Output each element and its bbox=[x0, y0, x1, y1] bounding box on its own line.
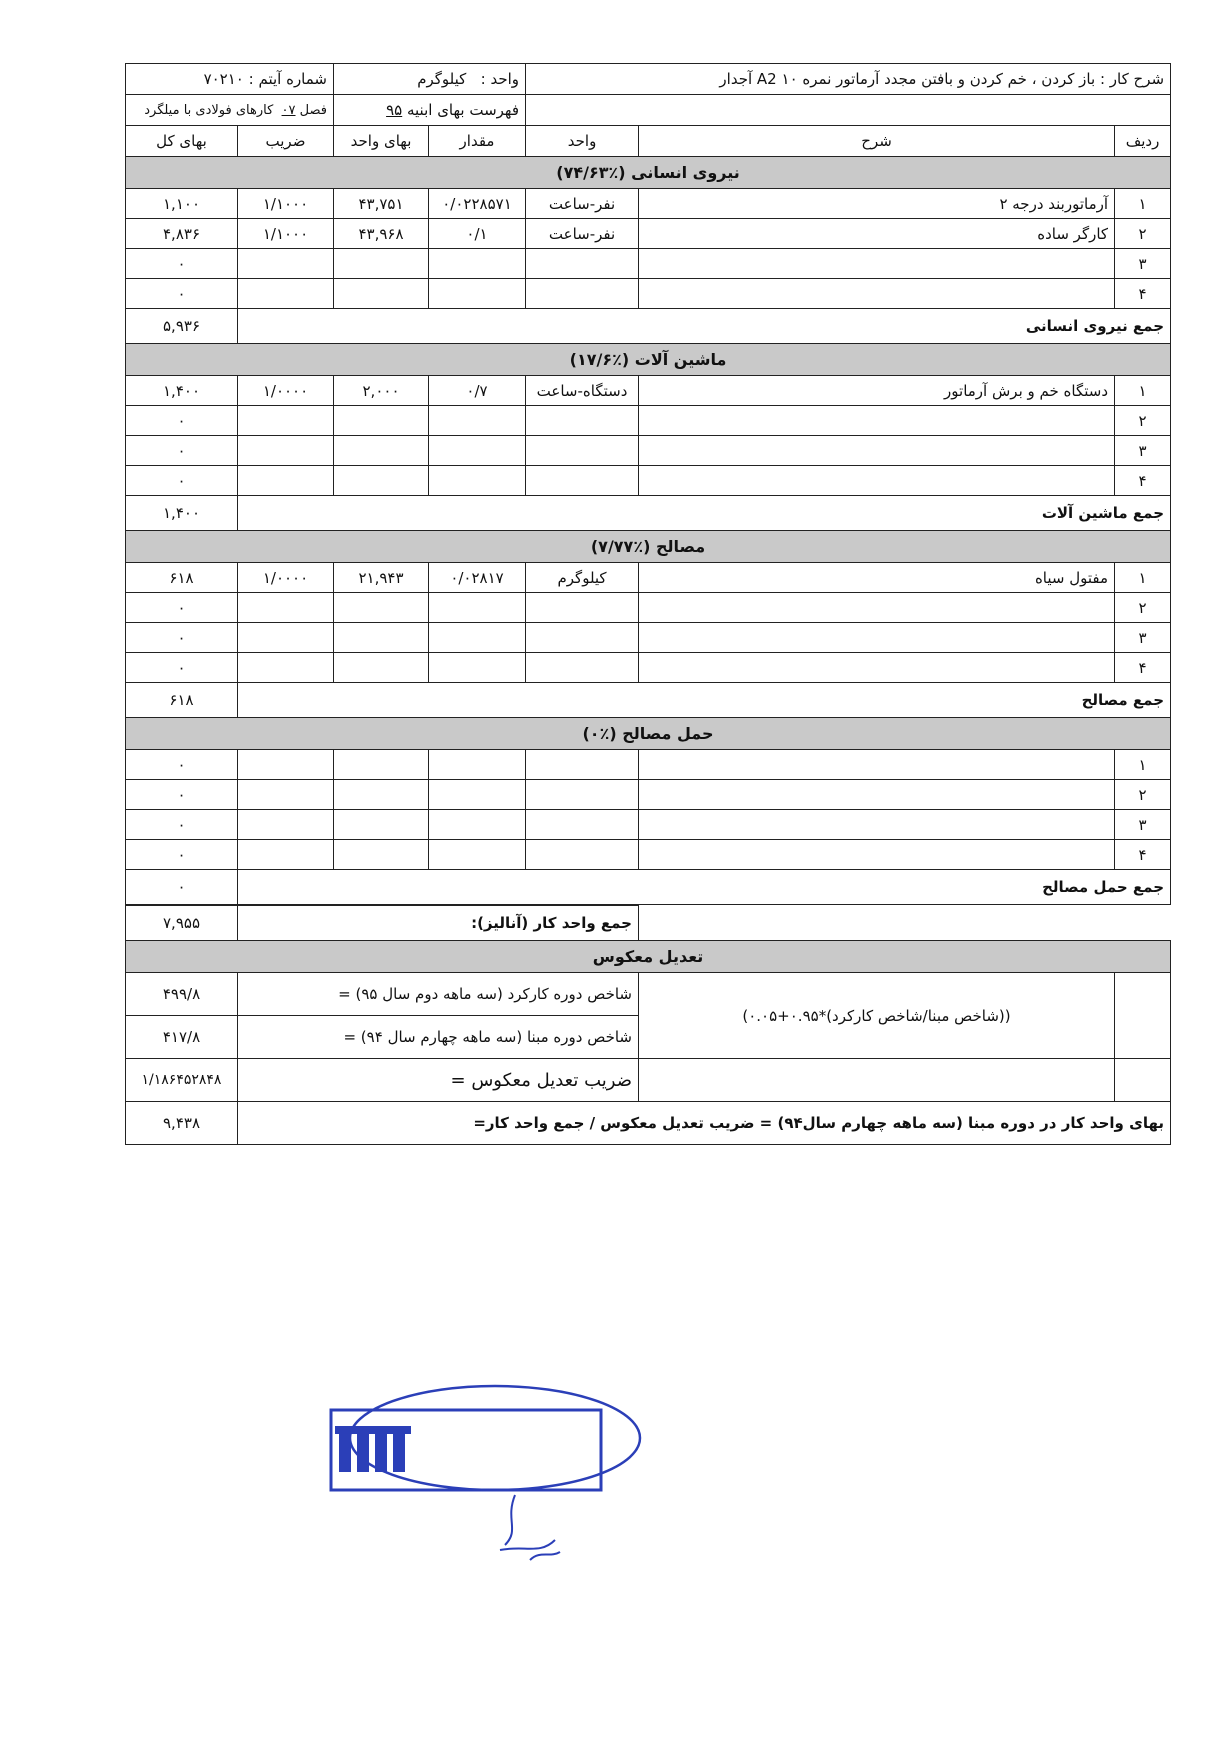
cell-price: ۲۱,۹۴۳ bbox=[334, 563, 429, 593]
cell-price bbox=[334, 593, 429, 623]
section-header bbox=[126, 718, 1171, 750]
cell-desc: کارگر ساده bbox=[639, 219, 1115, 249]
cell-coef bbox=[238, 466, 334, 496]
cell-idx: ۲ bbox=[1115, 406, 1171, 436]
section-header bbox=[126, 344, 1171, 376]
work-index-label: شاخص دوره کارکرد (سه ماهه دوم سال ۹۵) = bbox=[238, 973, 639, 1016]
cell-coef bbox=[238, 623, 334, 653]
cell-price bbox=[334, 249, 429, 279]
cell-coef bbox=[238, 406, 334, 436]
sum-value: ۵,۹۳۶ bbox=[126, 309, 238, 344]
cell-coef: ۱/۰۰۰۰ bbox=[238, 376, 334, 406]
grand-total-value: ۷,۹۵۵ bbox=[126, 906, 238, 941]
col-header: ضریب bbox=[238, 126, 334, 157]
analysis-sheet bbox=[125, 63, 1170, 1145]
cell-price bbox=[334, 750, 429, 780]
cell-total: ۰ bbox=[126, 436, 238, 466]
adjustment-factor-label: ضریب تعدیل معکوس = bbox=[238, 1059, 639, 1102]
cell-price bbox=[334, 653, 429, 683]
sum-label: جمع حمل مصالح bbox=[334, 870, 1171, 905]
sum-label: جمع ماشین آلات bbox=[334, 496, 1171, 531]
cell-coef: ۱/۱۰۰۰ bbox=[238, 189, 334, 219]
cell-desc bbox=[639, 810, 1115, 840]
cell-unit bbox=[526, 810, 639, 840]
table-row bbox=[126, 219, 1171, 249]
cell-qty bbox=[429, 593, 526, 623]
final-price-value: ۹,۴۳۸ bbox=[126, 1102, 238, 1145]
col-header: ردیف bbox=[1115, 126, 1171, 157]
cell-idx: ۲ bbox=[1115, 593, 1171, 623]
cell-qty bbox=[429, 840, 526, 870]
company-stamp bbox=[325, 1380, 645, 1580]
cell-qty bbox=[429, 436, 526, 466]
cell-desc bbox=[639, 436, 1115, 466]
cell-price: ۴۳,۹۶۸ bbox=[334, 219, 429, 249]
cell-desc: دستگاه خم و برش آرماتور bbox=[639, 376, 1115, 406]
adjustment-table bbox=[125, 905, 1171, 1145]
cell-desc bbox=[639, 623, 1115, 653]
cell-desc: آرماتوربند درجه ۲ bbox=[639, 189, 1115, 219]
col-header: واحد bbox=[526, 126, 639, 157]
cell-total: ۰ bbox=[126, 593, 238, 623]
adj-blank bbox=[1115, 1059, 1171, 1102]
section-title: حمل مصالح (٪۰) bbox=[126, 718, 1171, 750]
adjustment-formula: ((شاخص مبنا/شاخص کارکرد)*۰.۹۵+۰.۰۵) bbox=[639, 973, 1115, 1059]
base-index-value: ۴۱۷/۸ bbox=[126, 1016, 238, 1059]
adjustment-factor-value: ۱/۱۸۶۴۵۲۸۴۸ bbox=[126, 1059, 238, 1102]
section-header bbox=[126, 157, 1171, 189]
work-index-value: ۴۹۹/۸ bbox=[126, 973, 238, 1016]
cell-coef bbox=[238, 780, 334, 810]
section-sum bbox=[126, 496, 1171, 531]
cell-total: ۰ bbox=[126, 249, 238, 279]
stamp-icon bbox=[325, 1380, 645, 1580]
cell-desc bbox=[639, 466, 1115, 496]
cell-qty bbox=[429, 810, 526, 840]
cell-qty bbox=[429, 780, 526, 810]
cell-qty bbox=[429, 623, 526, 653]
cell-total: ۶۱۸ bbox=[126, 563, 238, 593]
cell-total: ۰ bbox=[126, 279, 238, 309]
cell-coef bbox=[238, 653, 334, 683]
cell-qty bbox=[429, 249, 526, 279]
sum-value: ۰ bbox=[126, 870, 238, 905]
table-row bbox=[126, 376, 1171, 406]
cell-qty: ۰/۷ bbox=[429, 376, 526, 406]
table-row bbox=[126, 279, 1171, 309]
cell-total: ۱,۱۰۰ bbox=[126, 189, 238, 219]
adj-blank bbox=[639, 1059, 1115, 1102]
cell-desc bbox=[639, 780, 1115, 810]
cell-unit: کیلوگرم bbox=[526, 563, 639, 593]
table-row bbox=[126, 653, 1171, 683]
cell-price bbox=[334, 279, 429, 309]
cell-unit bbox=[526, 623, 639, 653]
cell-total: ۰ bbox=[126, 750, 238, 780]
cell-coef bbox=[238, 279, 334, 309]
table-row bbox=[126, 623, 1171, 653]
cell-idx: ۱ bbox=[1115, 376, 1171, 406]
table-row bbox=[126, 249, 1171, 279]
col-header: شرح bbox=[639, 126, 1115, 157]
section-title: مصالح (٪۷/۷۷) bbox=[126, 531, 1171, 563]
cell-price bbox=[334, 466, 429, 496]
table-row bbox=[126, 810, 1171, 840]
cell-idx: ۴ bbox=[1115, 653, 1171, 683]
cell-coef: ۱/۱۰۰۰ bbox=[238, 219, 334, 249]
cell-idx: ۲ bbox=[1115, 780, 1171, 810]
cell-desc bbox=[639, 279, 1115, 309]
cell-unit: دستگاه-ساعت bbox=[526, 376, 639, 406]
cell-desc bbox=[639, 406, 1115, 436]
cell-total: ۰ bbox=[126, 810, 238, 840]
price-list: فهرست بهای ابنیه ۹۵ bbox=[334, 95, 526, 126]
cell-price bbox=[334, 436, 429, 466]
cell-total: ۰ bbox=[126, 623, 238, 653]
cell-qty bbox=[429, 406, 526, 436]
cell-qty: ۰/۰۲۸۱۷ bbox=[429, 563, 526, 593]
final-price-label: بهای واحد کار در دوره مبنا (سه ماهه چهارم سال۹۴) = ضریب تعدیل معکوس / جمع واحد کار= bbox=[238, 1102, 1171, 1145]
table-row bbox=[126, 840, 1171, 870]
grand-total-label: جمع واحد کار (آنالیز): bbox=[238, 906, 639, 941]
table-row bbox=[126, 436, 1171, 466]
col-header: مقدار bbox=[429, 126, 526, 157]
sum-spacer bbox=[238, 870, 334, 905]
cell-desc bbox=[639, 840, 1115, 870]
cell-coef bbox=[238, 593, 334, 623]
cell-total: ۴,۸۳۶ bbox=[126, 219, 238, 249]
cell-qty: ۰/۰۲۲۸۵۷۱ bbox=[429, 189, 526, 219]
cell-unit bbox=[526, 466, 639, 496]
cell-unit bbox=[526, 653, 639, 683]
cell-coef bbox=[238, 750, 334, 780]
unit-field: واحد : کیلوگرم bbox=[334, 64, 526, 95]
sum-value: ۱,۴۰۰ bbox=[126, 496, 238, 531]
cell-unit: نفر-ساعت bbox=[526, 189, 639, 219]
table-row bbox=[126, 466, 1171, 496]
cell-unit bbox=[526, 279, 639, 309]
cell-idx: ۳ bbox=[1115, 249, 1171, 279]
cell-price bbox=[334, 810, 429, 840]
table-row bbox=[126, 189, 1171, 219]
cell-idx: ۴ bbox=[1115, 840, 1171, 870]
cell-idx: ۱ bbox=[1115, 563, 1171, 593]
section-header bbox=[126, 531, 1171, 563]
cell-qty bbox=[429, 653, 526, 683]
cell-coef bbox=[238, 249, 334, 279]
cell-idx: ۴ bbox=[1115, 279, 1171, 309]
header-blank bbox=[526, 95, 1171, 126]
cell-idx: ۳ bbox=[1115, 623, 1171, 653]
cell-idx: ۳ bbox=[1115, 436, 1171, 466]
table-row bbox=[126, 563, 1171, 593]
cell-coef bbox=[238, 810, 334, 840]
cell-price bbox=[334, 623, 429, 653]
column-headers bbox=[126, 126, 1171, 157]
sum-spacer bbox=[238, 309, 334, 344]
adjustment-title: تعدیل معکوس bbox=[126, 941, 1171, 973]
cell-total: ۰ bbox=[126, 840, 238, 870]
col-header: بهای واحد bbox=[334, 126, 429, 157]
sum-label: جمع نیروی انسانی bbox=[334, 309, 1171, 344]
adj-blank bbox=[1115, 973, 1171, 1059]
cell-idx: ۱ bbox=[1115, 189, 1171, 219]
cell-total: ۰ bbox=[126, 653, 238, 683]
base-index-label: شاخص دوره مبنا (سه ماهه چهارم سال ۹۴) = bbox=[238, 1016, 639, 1059]
sum-value: ۶۱۸ bbox=[126, 683, 238, 718]
cell-total: ۰ bbox=[126, 406, 238, 436]
cell-price bbox=[334, 406, 429, 436]
cell-desc: مفتول سیاه bbox=[639, 563, 1115, 593]
cell-total: ۰ bbox=[126, 780, 238, 810]
work-description: شرح کار : باز کردن ، خم کردن و بافتن مجدد آرماتور نمره ۱۰ A2 آجدار bbox=[526, 64, 1171, 95]
table-row bbox=[126, 780, 1171, 810]
section-title: ماشین آلات (٪۱۷/۶) bbox=[126, 344, 1171, 376]
section-sum bbox=[126, 870, 1171, 905]
cell-price: ۴۳,۷۵۱ bbox=[334, 189, 429, 219]
cell-price bbox=[334, 780, 429, 810]
cell-qty bbox=[429, 466, 526, 496]
table-row bbox=[126, 750, 1171, 780]
section-sum bbox=[126, 683, 1171, 718]
cell-idx: ۲ bbox=[1115, 219, 1171, 249]
cell-coef: ۱/۰۰۰۰ bbox=[238, 563, 334, 593]
cell-unit bbox=[526, 436, 639, 466]
cell-qty bbox=[429, 750, 526, 780]
cell-price: ۲,۰۰۰ bbox=[334, 376, 429, 406]
table-row bbox=[126, 593, 1171, 623]
col-header: بهای کل bbox=[126, 126, 238, 157]
section-title: نیروی انسانی (٪۷۴/۶۳) bbox=[126, 157, 1171, 189]
cell-total: ۰ bbox=[126, 466, 238, 496]
sum-spacer bbox=[238, 496, 334, 531]
cell-desc bbox=[639, 653, 1115, 683]
cell-coef bbox=[238, 840, 334, 870]
cell-unit bbox=[526, 840, 639, 870]
cell-unit: نفر-ساعت bbox=[526, 219, 639, 249]
sum-spacer bbox=[238, 683, 334, 718]
sum-label: جمع مصالح bbox=[334, 683, 1171, 718]
cell-idx: ۴ bbox=[1115, 466, 1171, 496]
cell-desc bbox=[639, 593, 1115, 623]
cell-idx: ۱ bbox=[1115, 750, 1171, 780]
section-sum bbox=[126, 309, 1171, 344]
cell-coef bbox=[238, 436, 334, 466]
chapter: فصل ۰۷ کارهای فولادی با میلگرد bbox=[126, 95, 334, 126]
cell-qty bbox=[429, 279, 526, 309]
item-number: شماره آیتم : ۷۰۲۱۰ bbox=[126, 64, 334, 95]
cell-unit bbox=[526, 780, 639, 810]
cell-desc bbox=[639, 249, 1115, 279]
cell-qty: ۰/۱ bbox=[429, 219, 526, 249]
cell-total: ۱,۴۰۰ bbox=[126, 376, 238, 406]
cell-price bbox=[334, 840, 429, 870]
analysis-table bbox=[125, 63, 1171, 905]
table-row bbox=[126, 406, 1171, 436]
cell-unit bbox=[526, 593, 639, 623]
cell-unit bbox=[526, 406, 639, 436]
cell-desc bbox=[639, 750, 1115, 780]
cell-unit bbox=[526, 249, 639, 279]
cell-idx: ۳ bbox=[1115, 810, 1171, 840]
cell-unit bbox=[526, 750, 639, 780]
